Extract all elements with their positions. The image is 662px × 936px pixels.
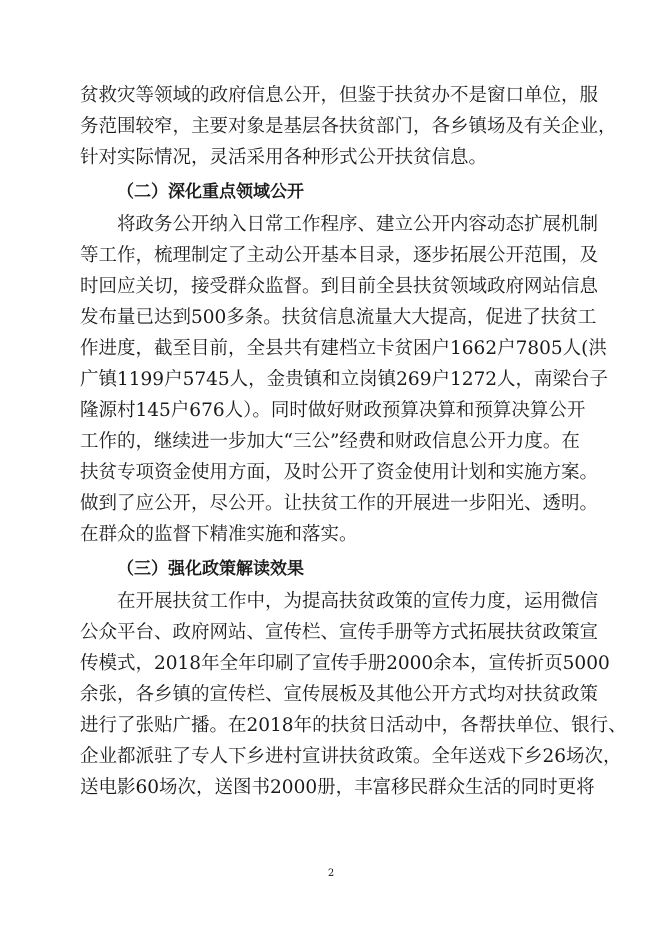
body-text-line: 余张，各乡镇的宣传栏、宣传展板及其他公开方式均对扶贫政策: [80, 684, 599, 705]
body-text-line: 等工作，梳理制定了主动公开基本目录，逐步拓展公开范围，及: [80, 245, 599, 266]
body-text-line: 时回应关切，接受群众监督。到目前全县扶贫领域政府网站信息: [80, 276, 599, 297]
body-text-line: 广镇1199户5745人，金贵镇和立岗镇269户1272人，南梁台子: [80, 369, 609, 390]
body-text-line: 工作的，继续进一步加大“三公”经费和财政信息公开力度。在: [80, 431, 580, 452]
body-text-line: 在群众的监督下精准实施和落实。: [80, 524, 358, 545]
body-text-line: 隆源村145户676人）。同时做好财政预算决算和预算决算公开: [80, 400, 586, 421]
body-text-line: 进行了张贴广播。在2018年的扶贫日活动中，各帮扶单位、银行、: [80, 715, 627, 736]
body-text-line: 送电影60场次，送图书2000册，丰富移民群众生活的同时更将: [80, 777, 595, 798]
body-text-line: 做到了应公开，尽公开。让扶贫工作的开展进一步阳光、透明。: [80, 493, 599, 514]
body-text-line: 传模式，2018年全年印刷了宣传手册2000余本，宣传折页5000: [80, 653, 610, 674]
body-text-line: 将政务公开纳入日常工作程序、建立公开内容动态扩展机制: [117, 214, 599, 235]
body-text-line: 针对实际情况，灵活采用各种形式公开扶贫信息。: [80, 147, 488, 168]
body-text-line: 务范围较窄，主要对象是基层各扶贫部门，各乡镇场及有关企业，: [80, 116, 617, 137]
body-text-line: 公众平台、政府网站、宣传栏、宣传手册等方式拓展扶贫政策宣: [80, 622, 599, 643]
section-heading: （二）深化重点领域公开: [117, 182, 304, 202]
body-text-line: 在开展扶贫工作中，为提高扶贫政策的宣传力度，运用微信: [117, 591, 599, 612]
page-number: 2: [327, 868, 335, 879]
body-text-line: 作进度，截至目前，全县共有建档立卡贫困户1662户7805人(洪: [80, 338, 607, 359]
body-text-line: 企业都派驻了专人下乡进村宣讲扶贫政策。全年送戏下乡26场次，: [80, 746, 622, 767]
body-text-line: 发布量已达到500多条。扶贫信息流量大大提高，促进了扶贫工: [80, 307, 597, 328]
body-text-line: 贫救灾等领域的政府信息公开，但鉴于扶贫办不是窗口单位，服: [80, 85, 599, 106]
section-heading: （三）强化政策解读效果: [117, 559, 304, 579]
body-text-line: 扶贫专项资金使用方面，及时公开了资金使用计划和实施方案。: [80, 462, 599, 483]
